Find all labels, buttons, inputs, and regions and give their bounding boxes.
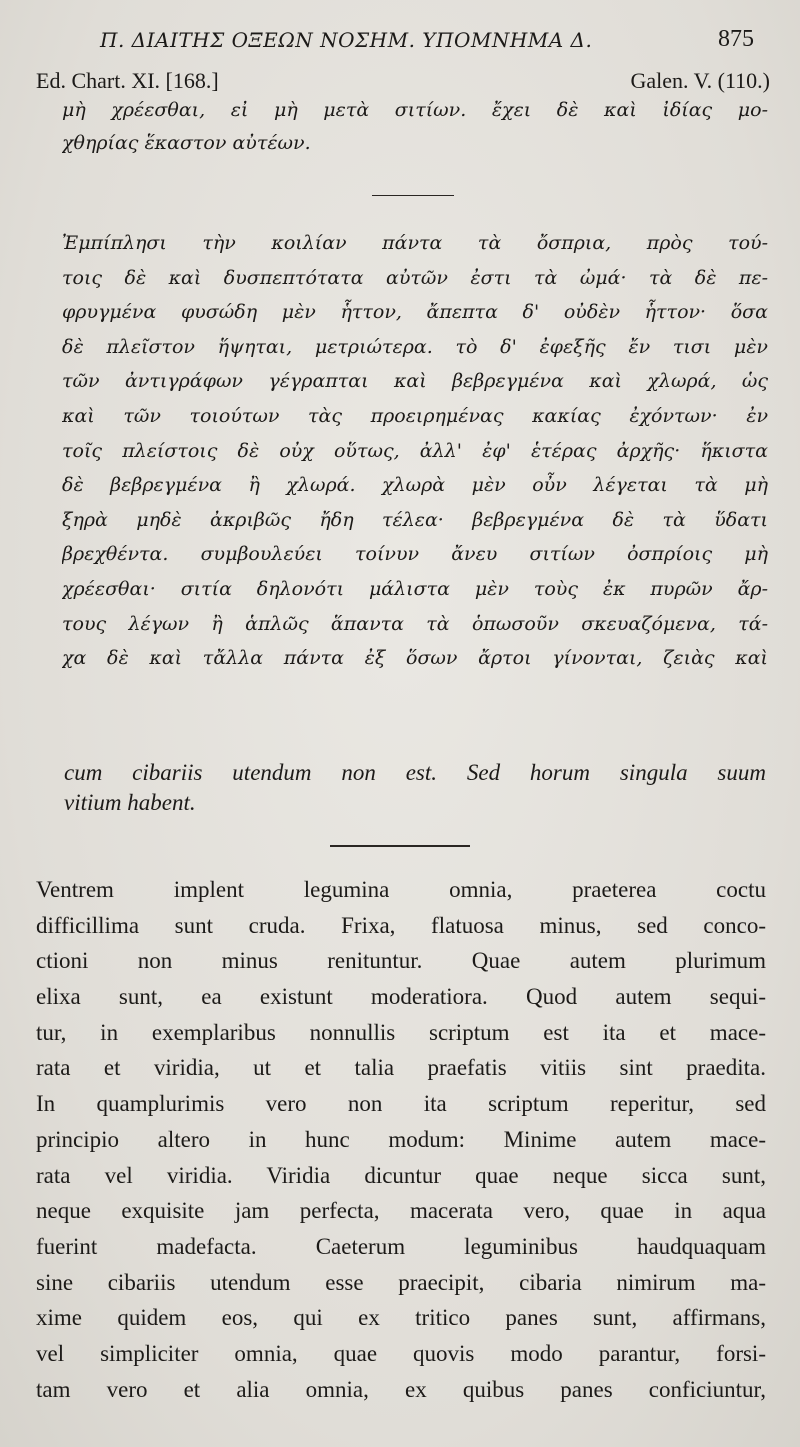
text-line: τοις δὲ καὶ δυσπεπτότατα αὐτῶν ἐστι τὰ ὠμά· τὰ δὲ πε-: [62, 266, 768, 289]
text-line: βρεχθέντα. συμβουλεύει τοίνυν ἄνευ σιτίων ὀσπρίοις μὴ: [62, 543, 768, 566]
text-line: fuerint madefacta. Caeterum leguminibus haudquaquam: [36, 1233, 766, 1259]
text-line: καὶ τῶν τοιούτων τὰς προειρημένας κακίας ἐχόντων· ἐν: [62, 404, 768, 427]
latin-text-main: [36, 872, 766, 1407]
greek-text-top: [62, 94, 768, 160]
text-line: δὲ πλεῖστον ἥψηται, μετριώτερα. τὸ δ' ἐφεξῆς ἔν τισι μὲν: [62, 335, 768, 358]
separator-rule-small: [372, 195, 454, 196]
text-line: δὲ βεβρεγμένα ἢ χλωρά. χλωρὰ μὲν οὖν λέγεται τὰ μὴ: [62, 474, 768, 497]
text-line: ξηρὰ μηδὲ ἀκριβῶς ἤδη τέλεα· βεβρεγμένα δὲ τὰ ὕδατι: [62, 508, 768, 531]
text-line: difficillima sunt cruda. Frixa, flatuosa minus, sed conco-: [36, 912, 766, 938]
text-line: rata et viridia, ut et talia praefatis vitiis sint praedita.: [36, 1055, 766, 1081]
text-line: μὴ χρέεσθαι, εἰ μὴ μετὰ σιτίων. ἔχει δὲ καὶ ἰδίας μο-: [62, 99, 768, 121]
greek-text-main: [62, 226, 768, 676]
text-line: ctioni non minus renituntur. Quae autem plurimum: [36, 948, 766, 974]
text-line: vel simpliciter omnia, quae quovis modo parantur, forsi-: [36, 1340, 766, 1366]
text-line: τοῖς πλείστοις δὲ οὐχ οὕτως, ἀλλ' ἐφ' ἑτέρας ἀρχῆς· ἥκιστα: [62, 439, 768, 462]
text-line: sine cibariis utendum esse praecipit, cibaria nimirum ma-: [36, 1269, 766, 1295]
text-line: tur, in exemplaribus nonnullis scriptum est ita et mace-: [36, 1019, 766, 1045]
text-line: In quamplurimis vero non ita scriptum reperitur, sed: [36, 1091, 766, 1117]
text-line: cum cibariis utendum non est. Sed horum singula suum: [64, 760, 766, 785]
text-line: vitium habent.: [64, 790, 196, 815]
latin-italic-text: [64, 758, 766, 818]
text-line: τους λέγων ἢ ἁπλῶς ἅπαντα τὰ ὁπωσοῦν σκευαζόμενα, τά-: [62, 612, 768, 635]
page-number: 875: [718, 26, 754, 52]
text-line: rata vel viridia. Viridia dicuntur quae neque sicca sunt,: [36, 1162, 766, 1188]
text-line: χρέεσθαι· σιτία δηλονότι μάλιστα μὲν τοὺς ἐκ πυρῶν ἄρ-: [62, 577, 768, 600]
text-line: Ἐμπίπλησι τὴν κοιλίαν πάντα τὰ ὄσπρια, πρὸς τού-: [62, 232, 768, 254]
edition-reference-left: Ed. Chart. XI. [168.]: [36, 68, 219, 93]
text-line: χθηρίας ἕκαστον αὐτέων.: [62, 132, 311, 154]
text-line: φρυγμένα φυσώδη μὲν ἧττον, ἄπεπτα δ' οὐδὲν ἧττον· ὅσα: [62, 301, 768, 324]
separator-rule: [330, 845, 470, 847]
text-line: xime quidem eos, qui ex tritico panes sunt, affirmans,: [36, 1305, 766, 1331]
text-line: principio altero in hunc modum: Minime autem mace-: [36, 1126, 766, 1152]
text-line: Ventrem implent legumina omnia, praeterea coctu: [36, 877, 766, 902]
text-line: neque exquisite jam perfecta, macerata vero, quae in aqua: [36, 1198, 766, 1224]
text-line: tam vero et alia omnia, ex quibus panes conficiuntur,: [36, 1376, 766, 1402]
text-line: elixa sunt, ea existunt moderatiora. Quod autem sequi-: [36, 984, 766, 1010]
text-line: τῶν ἀντιγράφων γέγραπται καὶ βεβρεγμένα καὶ χλωρά, ὡς: [62, 370, 768, 393]
text-line: χα δὲ καὶ τἄλλα πάντα ἐξ ὅσων ἄρτοι γίνονται, ζειὰς καὶ: [62, 647, 768, 670]
running-head: Π. ΔΙΑΙΤΗΣ ΟΞΕΩΝ ΝΟΣΗΜ. ΥΠΟΜΝΗΜΑ Δ.: [100, 28, 593, 52]
edition-reference-right: Galen. V. (110.): [630, 68, 770, 93]
